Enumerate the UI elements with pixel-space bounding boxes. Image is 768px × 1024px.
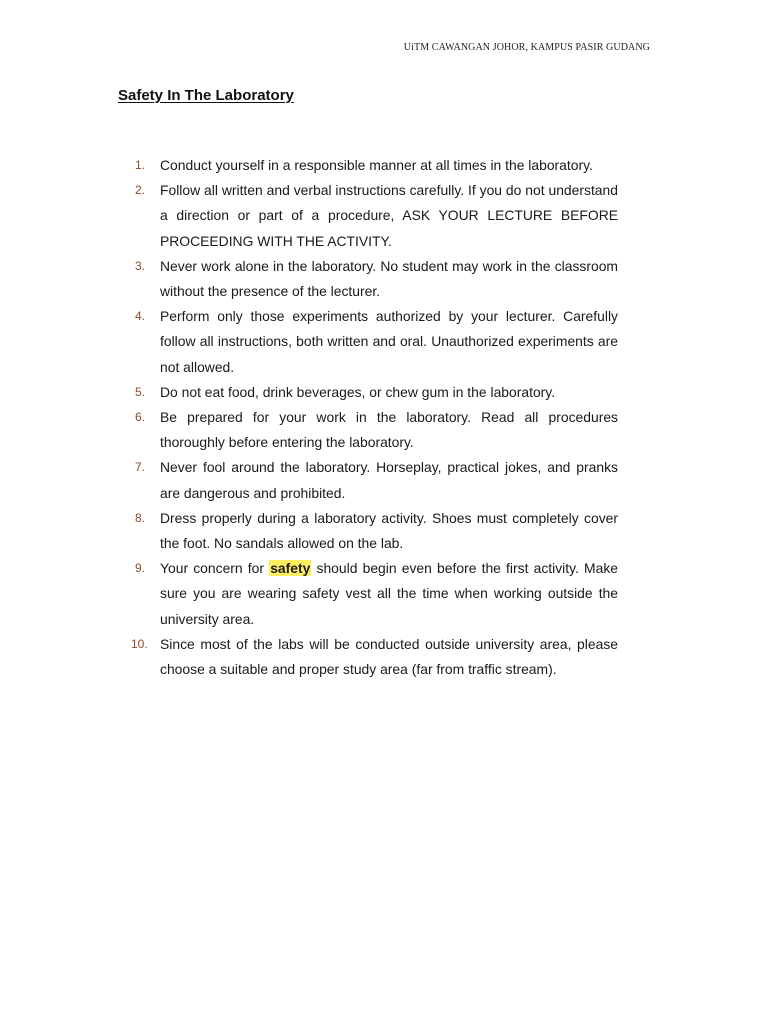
safety-rules-list [131, 153, 618, 682]
list-item [135, 304, 618, 380]
list-number: 7. [135, 460, 146, 475]
rule-text [160, 556, 618, 632]
list-number: 1. [135, 158, 146, 172]
page-header: UiTM CAWANGAN JOHOR, KAMPUS PASIR GUDANG [403, 42, 650, 53]
list-item [135, 455, 618, 505]
list-number: 8. [135, 510, 146, 525]
list-number: 10. [131, 636, 148, 651]
rule-text-after: should begin even before the first activity. Make sure you are wearing safety vest all the time when working outside the university area. [160, 560, 618, 627]
list-number: 9. [135, 561, 146, 576]
rule-text: Perform only those experiments authorized by your lecturer. Carefully follow all instructions, both written and oral. Unauthorized experiments are not allowed. [160, 308, 618, 375]
list-item [135, 556, 618, 632]
list-number: 2. [135, 183, 146, 198]
rule-text: Follow all written and verbal instructions carefully. If you do not understand a direction or part of a procedure, ASK YOUR LECTURE BEFORE PROCEEDING WITH THE ACTIVITY. [160, 182, 618, 249]
list-number: 4. [135, 309, 146, 324]
rule-text: Never fool around the laboratory. Horseplay, practical jokes, and pranks are dangerous and prohibited. [160, 459, 618, 501]
rule-text: Since most of the labs will be conducted outside university area, please choose a suitable and proper study area (far from traffic stream). [160, 635, 618, 678]
rule-text: Be prepared for your work in the laboratory. Read all procedures thoroughly before entering the laboratory. [160, 409, 618, 451]
list-number: 5. [135, 384, 146, 399]
rule-text-before: Your concern for [160, 560, 270, 577]
list-item [131, 632, 618, 682]
list-number: 3. [135, 258, 146, 273]
list-item [135, 153, 618, 178]
list-item [135, 178, 618, 254]
rule-text: Conduct yourself in a responsible manner at all times in the laboratory. [160, 157, 593, 173]
page-title: Safety In The Laboratory [118, 87, 294, 104]
list-number: 6. [135, 410, 146, 425]
rule-text: Never work alone in the laboratory. No student may work in the classroom without the presence of the lecturer. [160, 257, 618, 300]
highlighted-word: safety [270, 560, 311, 577]
rule-text: Dress properly during a laboratory activity. Shoes must completely cover the foot. No sandals allowed on the lab. [160, 509, 618, 552]
list-item [135, 254, 618, 304]
list-item [135, 506, 618, 556]
rule-text: Do not eat food, drink beverages, or chew gum in the laboratory. [160, 383, 556, 400]
list-item [135, 380, 618, 405]
list-item [135, 405, 618, 455]
